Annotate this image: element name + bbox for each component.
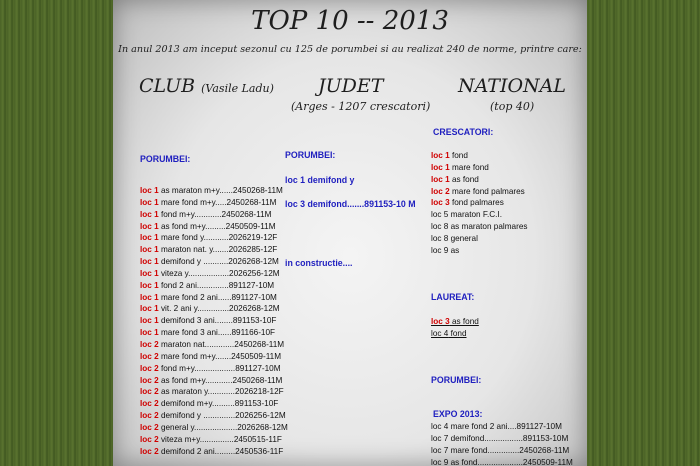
crescatori-list — [431, 150, 581, 257]
result-row[interactable] — [431, 328, 581, 340]
national-subtitle: (top 40) — [490, 100, 535, 113]
laureat-list — [431, 316, 581, 340]
loc-rank: loc 1 — [140, 304, 159, 314]
result-row — [140, 339, 290, 351]
loc-rank: loc 1 — [140, 245, 159, 255]
national-header: NATIONAL — [458, 75, 567, 97]
result-text: general y...................2026268-12M — [158, 422, 288, 432]
loc-rank: loc 1 — [140, 221, 159, 231]
result-text: demifond y ..............2026256-12M — [158, 411, 286, 421]
judet-note: in constructie.... — [285, 258, 353, 268]
result-text: as maraton m+y......2450268-11M — [158, 186, 283, 195]
loc-rank: loc 3 — [431, 198, 450, 208]
page-title: TOP 10 -- 2013 — [251, 6, 449, 36]
expo-label: EXPO 2013: — [433, 409, 483, 419]
loc-rank: loc 1 — [431, 162, 450, 172]
loc-rank: loc 1 — [140, 257, 159, 267]
loc-rank: loc 2 — [140, 446, 159, 456]
judet-subtitle: (Arges - 1207 crescatori) — [291, 100, 431, 113]
result-row — [431, 245, 581, 257]
loc-rank: loc 9 — [431, 245, 449, 255]
result-row: loc 7 mare fond..............2450268-11M — [431, 445, 570, 455]
intro-text: In anul 2013 am inceput sezonul cu 125 de porumbei si au realizat 240 de norme, printre care: — [118, 44, 582, 55]
result-row — [431, 197, 581, 209]
result-row — [140, 244, 290, 256]
crescatori-label: CRESCATORI: — [433, 127, 494, 137]
judet-row: loc 1 demifond y — [285, 175, 355, 185]
result-row — [140, 268, 290, 280]
result-row: loc 4 mare fond 2 ani....891127-10M — [431, 422, 562, 431]
result-text: as fond — [449, 174, 479, 184]
loc-rank: loc 2 — [140, 375, 159, 385]
result-text: fond 2 ani..............891127-10M — [158, 280, 275, 290]
result-text: mare fond 3 ani......891166-10F — [158, 328, 276, 338]
result-row — [140, 185, 290, 197]
loc-rank: loc 1 — [140, 316, 159, 326]
club-subtitle: (Vasile Ladu) — [201, 82, 274, 95]
club-title: CLUB — [139, 75, 196, 97]
result-row — [140, 315, 290, 327]
loc-rank: loc 4 — [431, 328, 449, 338]
result-text: fond m+y..................891127-10M — [158, 363, 281, 373]
result-text: as fond — [449, 317, 479, 326]
result-text: maraton F.C.I. — [448, 210, 502, 220]
result-row — [140, 422, 290, 434]
result-row — [431, 174, 581, 186]
result-row — [140, 221, 290, 233]
result-row — [140, 386, 290, 398]
result-text: demifond y ...........2026268-12M — [158, 257, 279, 267]
result-text: mare fond y...........2026219-12F — [158, 233, 278, 243]
result-row — [140, 303, 290, 315]
result-text: demifond 2 ani.........2450536-11F — [158, 446, 284, 456]
loc-rank: loc 1 — [431, 174, 450, 184]
result-row — [140, 280, 290, 292]
national-porumbei-label: PORUMBEI: — [431, 375, 482, 385]
result-row — [140, 351, 290, 363]
result-row — [431, 233, 581, 245]
result-row — [431, 221, 581, 233]
loc-rank: loc 2 — [140, 434, 159, 444]
result-row — [140, 410, 290, 422]
result-text: viteza y..................2026256-12M — [158, 268, 280, 278]
loc-rank: loc 8 — [431, 233, 449, 243]
loc-rank: loc 1 — [140, 292, 159, 302]
result-text: demifond m+y..........891153-10F — [158, 399, 279, 409]
loc-rank: loc 2 — [140, 387, 159, 397]
loc-rank: loc 2 — [140, 339, 159, 349]
result-text: fond m+y............2450268-11M — [158, 209, 272, 219]
result-row — [431, 186, 581, 198]
club-header — [139, 75, 274, 97]
loc-rank: loc 1 — [140, 209, 159, 219]
judet-row: loc 3 demifond.......891153-10 M — [285, 199, 416, 209]
loc-rank: loc 2 — [140, 411, 159, 421]
result-text: mare fond m+y.....2450268-11M — [158, 197, 277, 207]
result-row — [140, 363, 290, 375]
result-row[interactable] — [431, 316, 581, 328]
result-text: viteza m+y...............2450515-11F — [158, 434, 282, 444]
result-text: maraton nat.............2450268-11M — [158, 339, 285, 349]
result-text: demifond 3 ani........891153-10F — [158, 316, 277, 326]
expo-list — [431, 421, 587, 466]
loc-rank: loc 2 — [140, 351, 159, 361]
result-row — [140, 256, 290, 268]
result-row — [140, 398, 290, 410]
club-porumbei-label: PORUMBEI: — [140, 154, 191, 164]
result-text: general — [448, 233, 478, 243]
loc-rank: loc 1 — [140, 328, 159, 338]
loc-rank: loc 1 — [140, 197, 159, 207]
result-text: as maraton y............2026218-12F — [158, 387, 284, 397]
result-row: loc 9 as fond....................2450509-11M — [431, 457, 573, 466]
result-text: maraton nat. y.......2026285-12F — [158, 245, 278, 255]
loc-rank: loc 1 — [140, 268, 159, 278]
result-row — [431, 209, 581, 221]
result-text: mare fond — [449, 162, 489, 172]
loc-rank: loc 2 — [140, 363, 159, 373]
loc-rank: loc 5 — [431, 210, 449, 220]
result-text: mare fond 2 ani......891127-10M — [158, 292, 277, 302]
result-row — [140, 197, 290, 209]
result-row — [140, 232, 290, 244]
result-text: fond — [449, 151, 468, 160]
result-row — [140, 446, 290, 458]
result-text: as — [448, 245, 460, 255]
loc-rank: loc 3 — [431, 317, 450, 326]
result-row — [140, 434, 290, 446]
result-row: loc 7 demifond.................891153-10M — [431, 433, 569, 443]
loc-rank: loc 2 — [140, 399, 159, 409]
result-row — [140, 209, 290, 221]
loc-rank: loc 1 — [140, 280, 159, 290]
club-results-list — [140, 185, 290, 457]
judet-porumbei-label: PORUMBEI: — [285, 150, 336, 160]
result-text: as fond m+y.........2450509-11M — [158, 221, 276, 231]
result-text: mare fond m+y.......2450509-11M — [158, 351, 282, 361]
laureat-label: LAUREAT: — [431, 292, 475, 302]
loc-rank: loc 2 — [140, 422, 159, 432]
page-sheet — [113, 0, 587, 466]
loc-rank: loc 2 — [431, 186, 450, 196]
loc-rank: loc 1 — [140, 186, 159, 195]
result-row — [431, 150, 581, 162]
result-row — [140, 292, 290, 304]
judet-header: JUDET — [318, 75, 384, 97]
loc-rank: loc 1 — [431, 151, 450, 160]
loc-rank: loc 8 — [431, 222, 449, 232]
result-text: fond — [448, 328, 467, 338]
loc-rank: loc 1 — [140, 233, 159, 243]
result-text: fond palmares — [449, 198, 504, 208]
result-text: vit. 2 ani y..............2026268-12M — [158, 304, 280, 314]
result-row — [431, 162, 581, 174]
result-text: as maraton palmares — [448, 222, 528, 232]
result-row — [140, 375, 290, 387]
result-text: mare fond palmares — [449, 186, 525, 196]
result-text: as fond m+y............2450268-11M — [158, 375, 283, 385]
result-row — [140, 327, 290, 339]
